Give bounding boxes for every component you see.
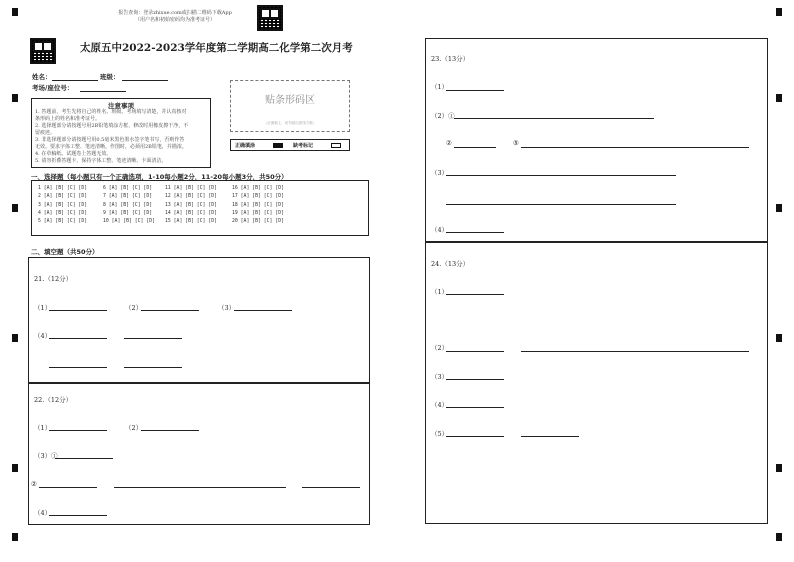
registration-mark	[776, 94, 782, 102]
registration-mark	[776, 204, 782, 212]
q24-part2-field[interactable]	[446, 351, 504, 352]
choice-row[interactable]: 17 [A] [B] [C] [D]	[232, 194, 284, 200]
q23-part2b-label: ②	[446, 139, 452, 147]
q21-part1-field[interactable]	[49, 310, 107, 311]
q22-part1-field[interactable]	[49, 430, 107, 431]
q23-heading: 23.（13分）	[431, 55, 470, 63]
q22-part2-field[interactable]	[141, 430, 199, 431]
q21-heading: 21.（12分）	[34, 275, 73, 283]
note-line: 1. 答题前，考生先将自己的姓名、班级、考场填写清楚，并认真核对	[35, 109, 187, 115]
name-field[interactable]	[52, 80, 98, 81]
q23-part4-field[interactable]	[446, 232, 504, 233]
section2-title: 二、填空题（共50分）	[31, 248, 99, 256]
choice-row[interactable]: 19 [A] [B] [C] [D]	[232, 210, 284, 216]
q24-part3-label: （3）	[431, 373, 449, 381]
note-line: 4. 在草稿纸、试题卷上答题无效。	[35, 151, 112, 157]
choice-column	[165, 186, 217, 224]
q22-part4-label: （4）	[34, 509, 52, 517]
q24-part4-field[interactable]	[446, 407, 504, 408]
q22-part1-label: （1）	[34, 424, 52, 432]
q24-heading: 24.（13分）	[431, 260, 470, 268]
choice-row[interactable]: 18 [A] [B] [C] [D]	[232, 202, 284, 208]
registration-mark	[776, 464, 782, 472]
registration-mark	[12, 94, 18, 102]
choice-row[interactable]: 16 [A] [B] [C] [D]	[232, 186, 284, 191]
section1-title: 一、选择题（每小题只有一个正确选项，1-10每小题2分，11-20每小题3分，共50分）	[31, 173, 288, 181]
choice-row[interactable]: 3 [A] [B] [C] [D]	[38, 202, 88, 208]
choice-row[interactable]: 6 [A] [B] [C] [D]	[103, 186, 153, 191]
q21-part2-field[interactable]	[141, 310, 199, 311]
choice-row[interactable]: 13 [A] [B] [C] [D]	[165, 202, 217, 208]
q21-part2-label: （2）	[125, 304, 143, 312]
name-label: 姓名：	[32, 73, 52, 81]
choice-row[interactable]: 2 [A] [B] [C] [D]	[38, 194, 88, 200]
q22-part3c-field[interactable]	[114, 487, 286, 488]
exam-title: 太原五中2022-2023学年度第二学期高二化学第二次月考	[80, 42, 353, 54]
q23-part2-field[interactable]	[454, 118, 654, 119]
q22-part2-label: （2）	[125, 424, 143, 432]
choice-row[interactable]: 8 [A] [B] [C] [D]	[103, 202, 153, 208]
registration-mark	[12, 533, 18, 541]
q23-part1-label: （1）	[431, 83, 449, 91]
registration-mark	[12, 464, 18, 472]
registration-mark	[12, 204, 18, 212]
seat-label: 考场/座位号：	[32, 84, 74, 92]
note-line: 无效。要求字体工整、笔迹清晰。作图时，必须用2B铅笔，并描浓。	[35, 144, 187, 150]
choice-column	[38, 186, 87, 224]
seat-field[interactable]	[80, 91, 126, 92]
q24-part4-label: （4）	[431, 401, 449, 409]
q23-part2c-field[interactable]	[521, 147, 749, 148]
choice-column	[103, 186, 155, 224]
q21-part4-field[interactable]	[124, 367, 182, 368]
notes-title: 注意事项	[108, 102, 134, 110]
choice-row[interactable]: 11 [A] [B] [C] [D]	[165, 186, 217, 191]
q21-part4-label: （4）	[34, 332, 52, 340]
q23-part1-field[interactable]	[446, 90, 504, 91]
q23-part3-label: （3）	[431, 169, 449, 177]
choice-row[interactable]: 1 [A] [B] [C] [D]	[38, 186, 88, 191]
q22-heading: 22.（12分）	[34, 396, 73, 404]
choice-row[interactable]: 10 [A] [B] [C] [D]	[103, 219, 155, 225]
q23-part4-label: （4）	[431, 226, 449, 234]
choice-row[interactable]: 20 [A] [B] [C] [D]	[232, 219, 284, 225]
q22-part3d-field[interactable]	[302, 487, 360, 488]
q21-part4-field[interactable]	[49, 367, 107, 368]
q22-part4-field[interactable]	[49, 515, 107, 516]
choice-column	[232, 186, 284, 224]
note-line: 5. 请勿折叠答题卡，保持字体工整、笔迹清晰、卡面清洁。	[35, 158, 167, 164]
registration-mark	[776, 334, 782, 342]
choice-row[interactable]: 15 [A] [B] [C] [D]	[165, 219, 217, 225]
barcode-label: 贴条形码区	[265, 95, 315, 106]
q24-part5-field[interactable]	[446, 436, 504, 437]
q22-answer-box	[28, 383, 370, 525]
registration-mark	[12, 334, 18, 342]
q24-part2-field-2[interactable]	[521, 351, 749, 352]
choice-row[interactable]: 14 [A] [B] [C] [D]	[165, 210, 217, 216]
q22-part3b-label: ②	[31, 480, 37, 488]
q21-part3-label: （3）	[218, 304, 236, 312]
q21-part3-field[interactable]	[234, 310, 292, 311]
barcode-hint: （正面朝上，切勿贴出虚线方框）	[263, 121, 317, 125]
q21-part4-field[interactable]	[124, 338, 182, 339]
q21-part4-field[interactable]	[49, 338, 107, 339]
choice-row[interactable]: 4 [A] [B] [C] [D]	[38, 210, 88, 216]
choice-grid	[31, 180, 369, 236]
q23-part3-field-2[interactable]	[446, 204, 676, 205]
q24-part2-label: （2）	[431, 344, 449, 352]
fill-sample-bar	[230, 139, 350, 151]
note-line: 3. 非选择题部分请按题号用0.5毫米黑色墨水签字笔书写，否则作答	[35, 137, 185, 143]
note-line: 2. 选择题部分请按题号用2B铅笔填涂方框，修改时用橡皮擦干净，不	[35, 123, 189, 129]
q23-part3-field[interactable]	[446, 175, 676, 176]
absent-label: 缺考标记	[293, 143, 314, 149]
registration-mark	[776, 8, 782, 16]
choice-row[interactable]: 7 [A] [B] [C] [D]	[103, 194, 153, 200]
q22-part3b-field[interactable]	[39, 487, 97, 488]
q24-part5-label: （5）	[431, 430, 449, 438]
class-label: 班级：	[100, 73, 120, 81]
student-qr-code	[30, 38, 56, 64]
report-query-notice: 报告查询：登录zhixue.com或扫描二维码下载App	[118, 10, 232, 16]
q21-answer-box	[28, 257, 370, 383]
q23-answer-box	[425, 38, 768, 242]
class-field[interactable]	[122, 80, 168, 81]
q21-part1-label: （1）	[34, 304, 52, 312]
q22-part3-label: （3）①	[34, 452, 58, 460]
note-line: 留痕迹。	[35, 130, 56, 136]
login-notice: （用户名和初始密码均为准考证号）	[134, 17, 215, 23]
filled-sample-mark	[273, 143, 283, 148]
fill-sample-label: 正确填涂	[235, 143, 256, 149]
q24-answer-box	[425, 242, 768, 524]
q24-part1-label: （1）	[431, 288, 449, 296]
q24-part3-field[interactable]	[446, 379, 504, 380]
q24-part1-field[interactable]	[446, 294, 504, 295]
registration-mark	[776, 533, 782, 541]
note-line: 条形码上的姓名和准考证号。	[35, 116, 101, 122]
choice-row[interactable]: 9 [A] [B] [C] [D]	[103, 210, 153, 216]
registration-mark	[12, 8, 18, 16]
q24-part5-field-2[interactable]	[521, 436, 579, 437]
barcode-area	[230, 80, 350, 132]
q23-part2b-field[interactable]	[454, 147, 496, 148]
notes-box	[31, 98, 211, 168]
q23-part2c-label: ⑤	[513, 139, 519, 147]
choice-row[interactable]: 5 [A] [B] [C] [D]	[38, 219, 88, 225]
q22-part3-field[interactable]	[55, 458, 113, 459]
choice-row[interactable]: 12 [A] [B] [C] [D]	[165, 194, 217, 200]
q23-part2-label: （2）①	[431, 112, 455, 120]
app-qr-code	[257, 5, 283, 31]
absent-checkbox[interactable]	[331, 143, 341, 148]
